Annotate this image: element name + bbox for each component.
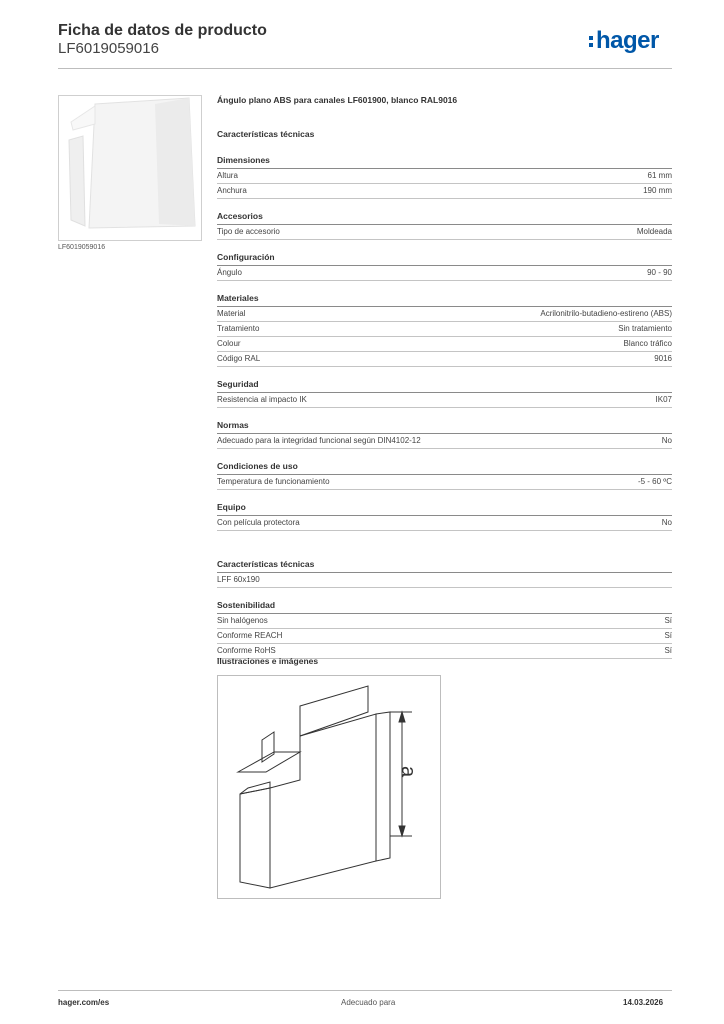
spec-row xyxy=(217,352,672,367)
dimension-label-a: a xyxy=(397,765,420,778)
group-dimensiones xyxy=(217,155,672,199)
group-title: Características técnicas xyxy=(217,559,672,573)
tech-heading: Características técnicas xyxy=(217,129,315,139)
spec-label: Colour xyxy=(217,339,241,348)
spec-value: No xyxy=(661,436,672,445)
footer-date: 14.03.2026 xyxy=(623,998,664,1007)
group-sostenibilidad xyxy=(217,600,672,659)
spec-label: Tipo de accesorio xyxy=(217,227,280,236)
group-title: Accesorios xyxy=(217,211,672,225)
product-name: Ángulo plano ABS para canales LF601900, blanco RAL9016 xyxy=(217,95,458,105)
group-configuracion xyxy=(217,252,672,281)
spec-row xyxy=(217,629,672,644)
spec-value: 61 mm xyxy=(647,171,672,180)
group-title: Dimensiones xyxy=(217,155,672,169)
spec-value: 190 mm xyxy=(643,186,672,195)
spec-label: Con película protectora xyxy=(217,518,300,527)
group-seguridad xyxy=(217,379,672,408)
spec-row xyxy=(217,434,672,449)
spec-value: Sí xyxy=(664,631,672,640)
spec-label: Sin halógenos xyxy=(217,616,268,625)
spec-row xyxy=(217,475,672,490)
spec-label: Material xyxy=(217,309,246,318)
spec-value: 9016 xyxy=(654,354,672,363)
spec-value: 90 - 90 xyxy=(647,268,672,277)
spec-value: No xyxy=(661,518,672,527)
product-photo-icon xyxy=(59,96,201,240)
spec-row xyxy=(217,266,672,281)
footer-website-link[interactable]: hager.com/es xyxy=(58,998,110,1007)
spec-single-value: LFF 60x190 xyxy=(217,573,672,588)
footer-center-text: Adecuado para xyxy=(341,998,396,1007)
spec-label: Temperatura de funcionamiento xyxy=(217,477,330,486)
product-code: LF6019059016 xyxy=(58,40,159,57)
spec-value: Blanco tráfico xyxy=(623,339,672,348)
group-equipo xyxy=(217,502,672,531)
spec-row xyxy=(217,169,672,184)
spec-value: Moldeada xyxy=(636,227,672,236)
spec-value: Sin tratamiento xyxy=(618,324,672,333)
spec-row xyxy=(217,516,672,531)
hager-logo[interactable] xyxy=(589,27,659,55)
spec-label: Altura xyxy=(217,171,238,180)
group-condiciones xyxy=(217,461,672,490)
spec-row xyxy=(217,184,672,199)
group-title: Sostenibilidad xyxy=(217,600,672,614)
spec-label: Tratamiento xyxy=(217,324,260,333)
group-title: Normas xyxy=(217,420,672,434)
spec-label: Conforme RoHS xyxy=(217,646,276,655)
product-photo xyxy=(58,95,202,241)
spec-label: Ángulo xyxy=(217,268,242,277)
footer-divider xyxy=(58,990,672,991)
logo-dots-icon xyxy=(589,33,594,50)
spec-label: Resistencia al impacto IK xyxy=(217,395,307,404)
group-title: Materiales xyxy=(217,293,672,307)
illustrations-heading: Ilustraciones e imágenes xyxy=(217,656,319,666)
group-title: Configuración xyxy=(217,252,672,266)
spec-value: -5 - 60 ºC xyxy=(637,477,672,486)
header-divider xyxy=(58,68,672,69)
spec-row xyxy=(217,614,672,629)
image-caption: LF6019059016 xyxy=(58,244,106,251)
spec-value: Sí xyxy=(664,616,672,625)
group-accesorios xyxy=(217,211,672,240)
logo-text: hager xyxy=(596,27,659,54)
spec-value: Acrilonitrilo-butadieno-estireno (ABS) xyxy=(540,309,672,318)
page-title: Ficha de datos de producto xyxy=(58,22,267,39)
spec-value: Sí xyxy=(664,646,672,655)
spec-value: IK07 xyxy=(655,395,672,404)
spec-row xyxy=(217,322,672,337)
spec-row xyxy=(217,307,672,322)
spec-label: Adecuado para la integridad funcional según DIN4102-12 xyxy=(217,436,421,445)
angle-drawing-icon xyxy=(218,676,440,898)
spec-row xyxy=(217,393,672,408)
group-title: Equipo xyxy=(217,502,672,516)
group-title: Seguridad xyxy=(217,379,672,393)
spec-label: Conforme REACH xyxy=(217,631,283,640)
dimension-drawing xyxy=(217,675,441,899)
group-title: Condiciones de uso xyxy=(217,461,672,475)
spec-label: Código RAL xyxy=(217,354,261,363)
spec-label: Anchura xyxy=(217,186,247,195)
group-normas xyxy=(217,420,672,449)
spec-row xyxy=(217,337,672,352)
product-specs xyxy=(217,95,672,659)
group-tech-summary xyxy=(217,559,672,588)
group-materiales xyxy=(217,293,672,367)
spec-row xyxy=(217,225,672,240)
